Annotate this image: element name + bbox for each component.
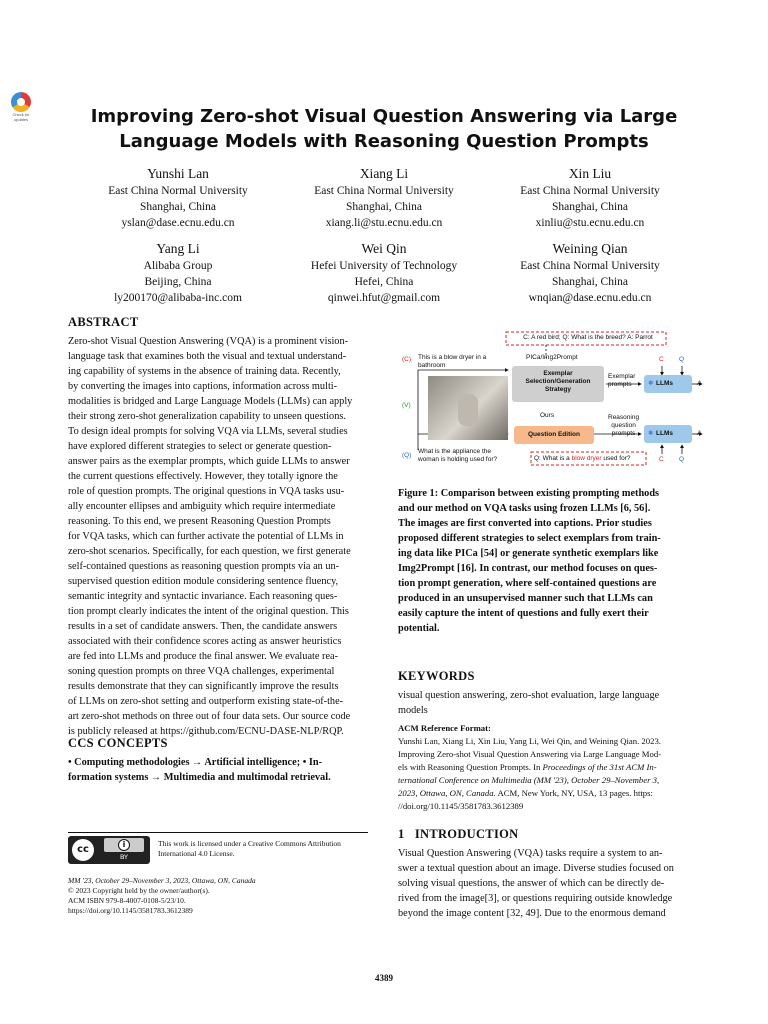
exemplar-label-line2: Selection/Generation: [525, 378, 591, 385]
author-block: [480, 240, 700, 306]
abstract-line: results demonstrate that they can significantly improve the results: [68, 681, 339, 692]
introduction-line: Visual Question Answering (VQA) tasks require a system to an-: [398, 848, 663, 859]
author-email: xiang.li@stu.ecnu.edu.cn: [325, 217, 443, 229]
ccs-heading: CCS CONCEPTS: [68, 736, 168, 750]
caption-line: potential.: [398, 623, 440, 634]
author-block: [68, 165, 288, 231]
bookmark-icon: [11, 92, 31, 112]
author-affiliation: East China Normal University: [108, 185, 248, 197]
snowflake-icon: ❄: [648, 430, 654, 437]
bathroom-photo: [428, 376, 508, 440]
author-email: ly200170@alibaba-inc.com: [114, 292, 242, 304]
abstract-line: have explored different strategies to select or generate question-: [68, 441, 332, 452]
abstract-line: Zero-shot Visual Question Answering (VQA) is a prominent vision-: [68, 336, 349, 347]
caption-marker: (C): [402, 356, 412, 363]
author-email: yslan@dase.ecnu.edu.cn: [121, 217, 235, 229]
author-block: [274, 165, 494, 231]
abstract-line: by converting the images into captions, information across multi-: [68, 381, 338, 392]
acm-reference-line1: Yunshi Lan, Xiang Li, Xin Liu, Yang Li, Wei Qin, and Weining Qian. 2023.: [398, 736, 661, 746]
author-name: Wei Qin: [361, 241, 407, 256]
attribution-icon: i: [104, 838, 144, 852]
author-name: Xin Liu: [568, 166, 612, 181]
acm-reference-line2: Improving Zero-shot Visual Question Answering via Large Language Mod-: [398, 749, 662, 759]
author-name: Yang Li: [156, 241, 200, 256]
title-line2: Language Models with Reasoning Question Prompts: [119, 131, 649, 152]
abstract-line: self-contained questions as reasoning question prompts via an un-: [68, 561, 340, 572]
abstract-line: are fed into LLMs and produce the final answer. We evaluate rea-: [68, 651, 339, 662]
abstract-line: role of question prompts. The original questions in VQA tasks usu-: [68, 486, 345, 497]
introduction-line: solving visual questions, the answer of which can be directly de-: [398, 878, 665, 889]
abstract-line: for VQA tasks, which can further activate the potential of LLMs in: [68, 531, 344, 542]
exemplar-prompts-line2: prompts: [608, 381, 632, 388]
exemplar-prompts-label: [608, 373, 635, 389]
exemplar-prompts-line1: Exemplar: [608, 373, 636, 380]
author-location: Hefei, China: [354, 276, 414, 288]
abstract-line: To design ideal prompts for solving VQA via LLMs, several studies: [68, 426, 348, 437]
caption-line: tion prompt generation, where self-contained questions are: [398, 578, 657, 589]
llms-label-bottom: LLMs: [656, 430, 673, 437]
author-name: Xiang Li: [359, 166, 409, 181]
abstract-line: of LLMs on zero-shot setting and outperform existing state-of-the-: [68, 696, 344, 707]
reasoning-question-highlight: blow dryer: [571, 455, 602, 462]
question-marker: (Q): [402, 452, 412, 459]
license-divider: [68, 832, 368, 833]
reasoning-question-post: used for?: [601, 455, 631, 462]
c-input-top: C: [659, 356, 664, 363]
abstract-line: semantic integrity and syntactic invariance. Each reasoning ques-: [68, 591, 338, 602]
author-email: wnqian@dase.ecnu.edu.cn: [528, 292, 652, 304]
caption-text: [418, 354, 486, 370]
abstract-heading: ABSTRACT: [68, 315, 139, 329]
author-block: [68, 240, 288, 306]
cc-icon: cc: [72, 839, 94, 861]
q-input-top: Q: [679, 356, 685, 363]
question-text: [418, 448, 497, 464]
author-block: [274, 240, 494, 306]
caption-line: The images are first converted into captions. Prior studies: [398, 518, 652, 529]
abstract-line: art zero-shot methods on three out of four data sets. Our source code: [68, 711, 351, 722]
abstract-line: ally encounter ellipses and ambiguity which require intermediate: [68, 501, 336, 512]
ours-label: Ours: [540, 412, 555, 419]
abstract-line: answer pairs as the exemplar prompts, which guide LLMs to answer: [68, 456, 350, 467]
figure-1-caption: [398, 486, 702, 636]
abstract-line: is publicly released at https://github.com/ECNU-DASE-NLP/RQP.: [68, 726, 344, 737]
caption-text-line2: bathroom: [418, 362, 446, 369]
question-text-line2: woman is holding used for?: [418, 456, 498, 463]
exemplar-label-line1: Exemplar: [543, 370, 573, 377]
acm-reference-line3-italic: Proceedings of the 31st ACM In-: [542, 762, 657, 772]
exemplar-label-line3: Strategy: [544, 386, 571, 393]
abstract-line: modalities is bridged and Large Language Models (LLMs) can apply: [68, 396, 353, 407]
author-location: Shanghai, China: [551, 276, 629, 288]
abstract-line: ing capability of systems in the absence of training data. Recently,: [68, 366, 341, 377]
introduction-heading: [398, 827, 518, 842]
badge-line1: Check for: [12, 112, 30, 117]
acm-reference-line3: [398, 761, 702, 774]
author-affiliation: East China Normal University: [314, 185, 454, 197]
license-text: [158, 839, 370, 859]
doi-link[interactable]: https://doi.org/10.1145/3581783.3612389: [68, 906, 193, 915]
woman-silhouette: [458, 394, 478, 426]
acm-reference-line3-text: els with Reasoning Question Prompts. In: [398, 762, 543, 772]
abstract-line: the current questions effectively. However, they totally ignore the: [68, 471, 338, 482]
caption-line: ing data like PICa [54] or generate synthetic exemplars like: [398, 548, 659, 559]
check-for-updates-badge[interactable]: [8, 92, 34, 122]
page-number: 4389: [375, 973, 393, 983]
caption-text-line1: This is a blow dryer in a: [418, 354, 487, 361]
exemplar-strategy-label: [512, 370, 604, 394]
keywords-heading: KEYWORDS: [398, 669, 475, 683]
abstract-body: [68, 334, 370, 739]
introduction-body: [398, 846, 702, 921]
abstract-line: their strong zero-shot generalization capability to unseen questions.: [68, 411, 346, 422]
cc-by-logo: [68, 836, 150, 864]
acm-reference-line5: [398, 787, 702, 800]
keywords-body: [398, 688, 702, 718]
vision-marker: (V): [402, 402, 411, 409]
reasoning-line3: prompts: [611, 430, 636, 437]
abstract-line: reasoning. To this end, we present Reasoning Question Prompts: [68, 516, 331, 527]
abstract-line: soning question prompts on three VQA challenges, experimental: [68, 666, 335, 677]
llms-label-top: LLMs: [656, 380, 673, 387]
reasoning-question-pre: Q: What is a: [534, 455, 572, 462]
acm-reference-line4: ternational Conference on Multimedia (MM '23), October 29–November 3,: [398, 775, 660, 785]
author-affiliation: East China Normal University: [520, 260, 660, 272]
author-email: xinliu@stu.ecnu.edu.cn: [535, 217, 645, 229]
introduction-line: rived from the image[3], or questions requiring outside knowledge: [398, 893, 673, 904]
abstract-line: results in a set of candidate answers. Then, the candidate answers: [68, 621, 338, 632]
acm-reference-line5-text: ACM, New York, NY, USA, 13 pages. https:: [495, 788, 653, 798]
author-email: qinwei.hfut@gmail.com: [327, 292, 441, 304]
author-location: Beijing, China: [144, 276, 212, 288]
isbn-line: ACM ISBN 979-8-4007-0108-5/23/10.: [68, 896, 186, 905]
author-block: [480, 165, 700, 231]
reasoning-question-box: [534, 455, 630, 463]
c-input-bottom: C: [659, 456, 664, 463]
acm-reference-doi[interactable]: //doi.org/10.1145/3581783.3612389: [398, 801, 524, 811]
author-name: Yunshi Lan: [147, 166, 209, 181]
caption-line: easily capture the intent of questions and fully exert their: [398, 608, 649, 619]
copyright-line: © 2023 Copyright held by the owner/author(s).: [68, 886, 210, 895]
title-line1: Improving Zero-shot Visual Question Answering via Large: [90, 106, 678, 127]
answer-label-top: A: [697, 380, 702, 387]
paper-title: [60, 104, 708, 154]
answer-label-bottom: A: [697, 430, 702, 437]
snowflake-icon: ❄: [648, 380, 654, 387]
question-edition-label: Question Edition: [528, 431, 580, 438]
ccs-line2: formation systems → Multimedia and multimodal retrieval.: [68, 772, 331, 783]
conference-line: MM '23, October 29–November 3, 2023, Ottawa, ON, Canada: [68, 876, 256, 885]
caption-line: proposed different strategies to select exemplars from train-: [398, 533, 661, 544]
section-number: 1: [398, 827, 405, 841]
reasoning-line2: question: [611, 422, 636, 429]
caption-line: and our method on VQA tasks using frozen LLMs [6, 56].: [398, 503, 651, 514]
author-location: Shanghai, China: [139, 201, 217, 213]
keywords-line1: visual question answering, zero-shot evaluation, large language: [398, 690, 660, 701]
author-affiliation: East China Normal University: [520, 185, 660, 197]
q-input-bottom: Q: [679, 456, 685, 463]
caption-line: produced in an unsupervised manner such that LLMs can: [398, 593, 653, 604]
ccs-line1: • Computing methodologies → Artificial intelligence; • In-: [68, 757, 323, 768]
caption-line: Img2Prompt [16]. In contrast, our method focuses on ques-: [398, 563, 658, 574]
by-label: BY: [119, 853, 129, 861]
figure-1-diagram: [398, 330, 704, 480]
acm-reference: [398, 722, 702, 813]
acm-reference-line5-italic: 2023, Ottawa, ON, Canada.: [398, 788, 496, 798]
reasoning-line1: Reasoning: [608, 414, 640, 421]
top-example-box: C: A red bird; Q: What is the breed? A: Parrot: [523, 334, 653, 341]
author-name: Weining Qian: [552, 241, 628, 256]
license-text-line1: This work is licensed under a Creative Commons Attribution: [158, 839, 341, 848]
author-location: Shanghai, China: [551, 201, 629, 213]
introduction-line: beyond the image content [32, 49]. Due to the enormous demand: [398, 908, 666, 919]
keywords-line2: models: [398, 705, 428, 716]
abstract-line: associated with their confidence scores acting as answer heuristics: [68, 636, 342, 647]
pica-img2prompt-label: PICa/Img2Prompt: [526, 354, 578, 361]
author-affiliation: Hefei University of Technology: [310, 260, 458, 272]
reasoning-prompts-label: [608, 414, 639, 438]
caption-line: Figure 1: Comparison between existing prompting methods: [398, 488, 660, 499]
badge-line2: updates: [13, 117, 29, 122]
abstract-line: zero-shot scenarios. Specifically, for each question, we first generate: [68, 546, 351, 557]
section-title: INTRODUCTION: [414, 827, 519, 841]
author-location: Shanghai, China: [345, 201, 423, 213]
abstract-line: supervised question edition module considering sentence fluency,: [68, 576, 339, 587]
question-text-line1: What is the appliance the: [418, 448, 491, 455]
abstract-line: language task that examines both the visual and textual understand-: [68, 351, 347, 362]
author-affiliation: Alibaba Group: [143, 260, 213, 272]
abstract-line: tion prompt clearly indicates the intent of the original question. This: [68, 606, 349, 617]
acm-reference-heading: ACM Reference Format:: [398, 723, 491, 733]
introduction-line: swer a textual question about an image. Diverse studies focused on: [398, 863, 674, 874]
license-text-line2: International 4.0 License.: [158, 849, 235, 858]
ccs-body: [68, 755, 370, 785]
publication-info: [68, 876, 370, 916]
